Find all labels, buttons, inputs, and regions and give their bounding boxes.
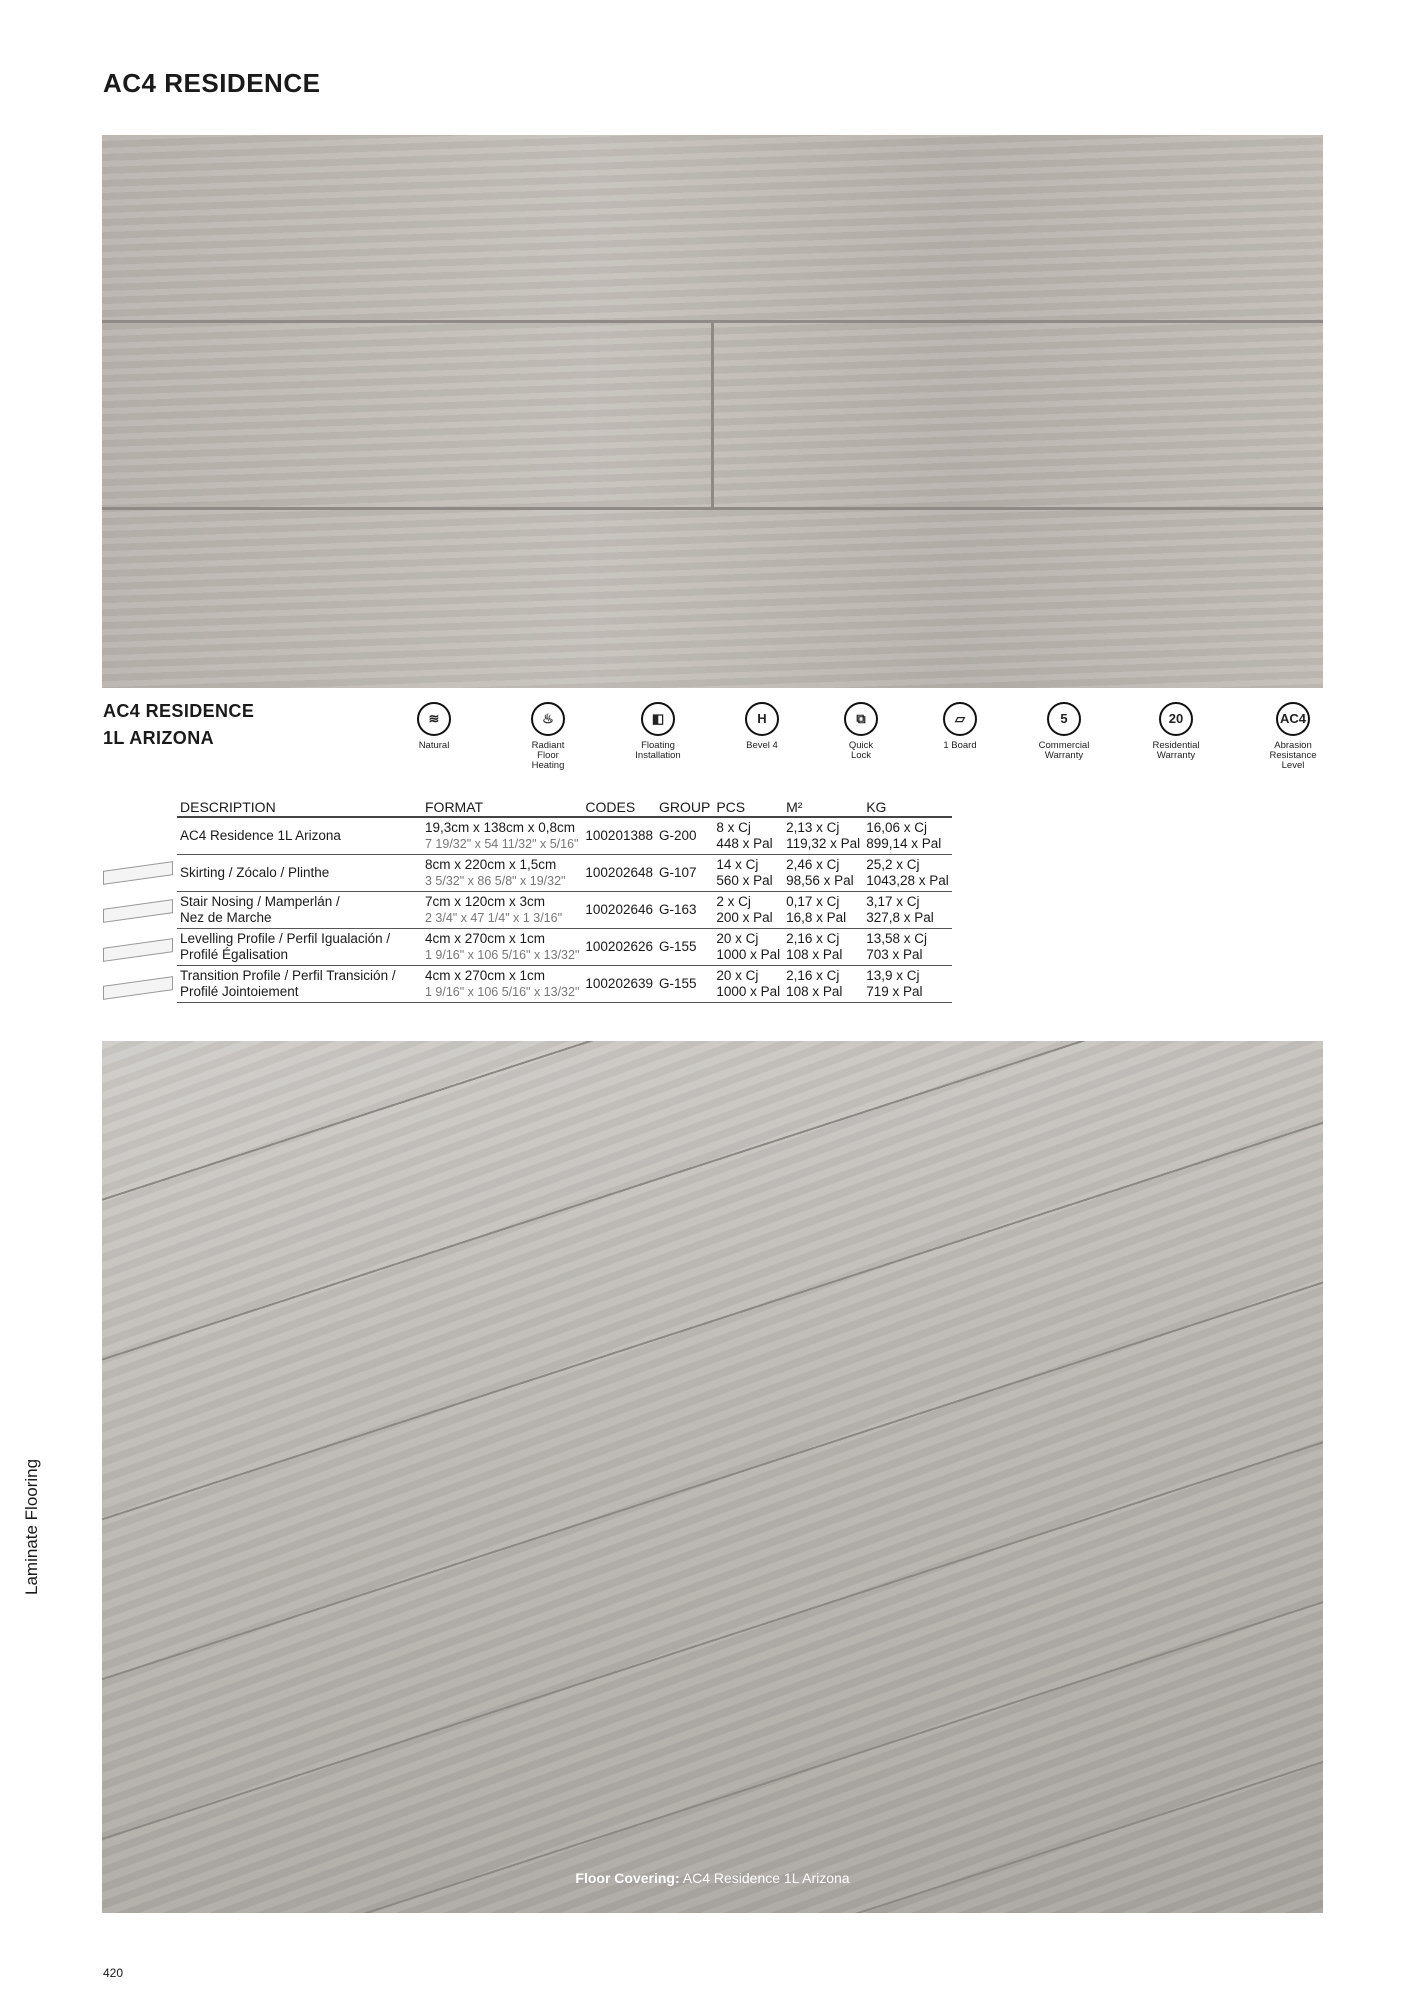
format-imperial: 1 9/16" x 106 5/16" x 13/32": [425, 985, 580, 999]
feature-quick-lock: [806, 702, 916, 761]
pcs-pallet: 1000 x Pal: [716, 947, 781, 962]
description: Levelling Profile / Perfil Igualación /: [180, 931, 391, 946]
group-cell: G-200: [656, 817, 713, 855]
description: Transition Profile / Perfil Transición /: [180, 968, 396, 983]
radiant-floor-heating-icon: ♨: [531, 702, 565, 736]
feature-label: Abrasion Resistance Level: [1269, 740, 1317, 771]
m2-cell: [783, 966, 863, 1003]
natural-icon: ≋: [417, 702, 451, 736]
pcs-box: 20 x Cj: [716, 931, 759, 946]
feature-commercial-warranty: [1009, 702, 1119, 761]
format-imperial: 2 3/4" x 47 1/4" x 1 3/16": [425, 911, 563, 925]
pcs-pallet: 200 x Pal: [716, 910, 773, 925]
format-imperial: 1 9/16" x 106 5/16" x 13/32": [425, 948, 580, 962]
table-row: [177, 817, 952, 855]
product-name-line2: 1L ARIZONA: [103, 728, 215, 748]
feature-label: Natural: [418, 740, 450, 751]
code-cell: 100201388: [582, 817, 656, 855]
m2-pallet: 16,8 x Pal: [786, 910, 847, 925]
skirting-profile-image: [103, 861, 173, 885]
pcs-cell: [713, 892, 783, 929]
feature-label: Residential Warranty: [1152, 740, 1200, 761]
feature-residential-warranty: [1121, 702, 1231, 761]
pcs-box: 2 x Cj: [716, 894, 751, 909]
kg-cell: [863, 817, 952, 855]
table-row: [177, 929, 952, 966]
pcs-cell: [713, 855, 783, 892]
commercial-warranty-icon: 5: [1047, 702, 1081, 736]
group-cell: G-163: [656, 892, 713, 929]
table-header: [177, 797, 952, 817]
feature-abrasion-level: [1238, 702, 1348, 771]
feature-label: 1 Board: [943, 740, 977, 751]
group-cell: G-155: [656, 929, 713, 966]
pcs-cell: [713, 929, 783, 966]
format-metric: 19,3cm x 138cm x 0,8cm: [425, 820, 576, 835]
quick-lock-icon: ⧉: [844, 702, 878, 736]
description: AC4 Residence 1L Arizona: [180, 828, 341, 843]
kg-box: 3,17 x Cj: [866, 894, 920, 909]
format-metric: 7cm x 120cm x 3cm: [425, 894, 546, 909]
page-number: 420: [103, 1966, 124, 1980]
column-header: PCS: [713, 797, 783, 817]
table-row: [177, 855, 952, 892]
residential-warranty-icon: 20: [1159, 702, 1193, 736]
m2-pallet: 119,32 x Pal: [786, 836, 861, 851]
format-cell: [422, 966, 582, 1003]
description-line2: Profilé Égalisation: [180, 947, 289, 962]
feature-label: Floating Installation: [635, 740, 681, 761]
caption-value: AC4 Residence 1L Arizona: [682, 1870, 850, 1886]
page-title: AC4 RESIDENCE: [103, 68, 321, 98]
code-cell: 100202646: [582, 892, 656, 929]
m2-box: 2,16 x Cj: [786, 968, 840, 983]
kg-pallet: 1043,28 x Pal: [866, 873, 949, 888]
format-metric: 8cm x 220cm x 1,5cm: [425, 857, 557, 872]
levelling-profile-image: [103, 938, 173, 962]
kg-pallet: 703 x Pal: [866, 947, 923, 962]
m2-box: 2,16 x Cj: [786, 931, 840, 946]
m2-cell: [783, 892, 863, 929]
room-floor-image: [102, 1041, 1323, 1913]
pcs-cell: [713, 966, 783, 1003]
stair-nosing-profile-image: [103, 899, 173, 923]
caption-label: Floor Covering:: [575, 1870, 680, 1886]
kg-cell: [863, 892, 952, 929]
description-cell: [177, 966, 422, 1003]
feature-one-board: [905, 702, 1015, 751]
format-cell: [422, 892, 582, 929]
kg-cell: [863, 855, 952, 892]
product-name: [103, 698, 254, 752]
m2-pallet: 98,56 x Pal: [786, 873, 854, 888]
feature-natural: [379, 702, 489, 751]
format-cell: [422, 929, 582, 966]
image-caption: [102, 1870, 1323, 1886]
transition-profile-image: [103, 976, 173, 1000]
feature-label: Bevel 4: [746, 740, 778, 751]
description: Stair Nosing / Mamperlán /: [180, 894, 340, 909]
floor-sample-image: [102, 135, 1323, 688]
m2-cell: [783, 817, 863, 855]
product-name-line1: AC4 RESIDENCE: [103, 701, 255, 721]
group-cell: G-155: [656, 966, 713, 1003]
column-header: FORMAT: [422, 797, 582, 817]
format-imperial: 7 19/32" x 54 11/32" x 5/16": [425, 837, 579, 851]
pcs-pallet: 448 x Pal: [716, 836, 773, 851]
section-label: Laminate Flooring: [22, 1458, 41, 1595]
code-cell: 100202648: [582, 855, 656, 892]
format-cell: [422, 855, 582, 892]
kg-pallet: 899,14 x Pal: [866, 836, 942, 851]
m2-pallet: 108 x Pal: [786, 947, 843, 962]
pcs-pallet: 560 x Pal: [716, 873, 773, 888]
description-line2: Nez de Marche: [180, 910, 272, 925]
kg-box: 13,58 x Cj: [866, 931, 927, 946]
description-cell: [177, 892, 422, 929]
column-header: DESCRIPTION: [177, 797, 422, 817]
column-header: CODES: [582, 797, 656, 817]
code-cell: 100202639: [582, 966, 656, 1003]
column-header: KG: [863, 797, 952, 817]
kg-box: 13,9 x Cj: [866, 968, 920, 983]
code-cell: 100202626: [582, 929, 656, 966]
pcs-box: 14 x Cj: [716, 857, 759, 872]
kg-cell: [863, 966, 952, 1003]
column-header: GROUP: [656, 797, 713, 817]
format-metric: 4cm x 270cm x 1cm: [425, 931, 546, 946]
feature-label: Radiant Floor Heating: [531, 740, 565, 771]
pcs-cell: [713, 817, 783, 855]
feature-radiant-floor-heating: [493, 702, 603, 771]
m2-box: 2,46 x Cj: [786, 857, 840, 872]
kg-box: 25,2 x Cj: [866, 857, 920, 872]
description-cell: [177, 855, 422, 892]
column-header: M²: [783, 797, 863, 817]
format-metric: 4cm x 270cm x 1cm: [425, 968, 546, 983]
format-imperial: 3 5/32" x 86 5/8" x 19/32": [425, 874, 566, 888]
pcs-box: 20 x Cj: [716, 968, 759, 983]
kg-pallet: 719 x Pal: [866, 984, 923, 999]
m2-box: 2,13 x Cj: [786, 820, 840, 835]
m2-pallet: 108 x Pal: [786, 984, 843, 999]
format-cell: [422, 817, 582, 855]
product-table: [177, 797, 952, 1003]
m2-cell: [783, 929, 863, 966]
description-line2: Profilé Jointoiement: [180, 984, 299, 999]
abrasion-level-icon: AC4: [1276, 702, 1310, 736]
table-row: [177, 966, 952, 1003]
pcs-pallet: 1000 x Pal: [716, 984, 781, 999]
description-cell: [177, 929, 422, 966]
feature-label: Quick Lock: [848, 740, 874, 761]
description-cell: [177, 817, 422, 855]
description: Skirting / Zócalo / Plinthe: [180, 865, 330, 880]
kg-cell: [863, 929, 952, 966]
one-board-icon: ▱: [943, 702, 977, 736]
table-row: [177, 892, 952, 929]
feature-label: Commercial Warranty: [1038, 740, 1090, 761]
floating-installation-icon: ◧: [641, 702, 675, 736]
m2-box: 0,17 x Cj: [786, 894, 840, 909]
pcs-box: 8 x Cj: [716, 820, 751, 835]
feature-floating-installation: [603, 702, 713, 761]
kg-box: 16,06 x Cj: [866, 820, 927, 835]
kg-pallet: 327,8 x Pal: [866, 910, 934, 925]
bevel-icon: H: [745, 702, 779, 736]
group-cell: G-107: [656, 855, 713, 892]
feature-bevel: [707, 702, 817, 751]
m2-cell: [783, 855, 863, 892]
